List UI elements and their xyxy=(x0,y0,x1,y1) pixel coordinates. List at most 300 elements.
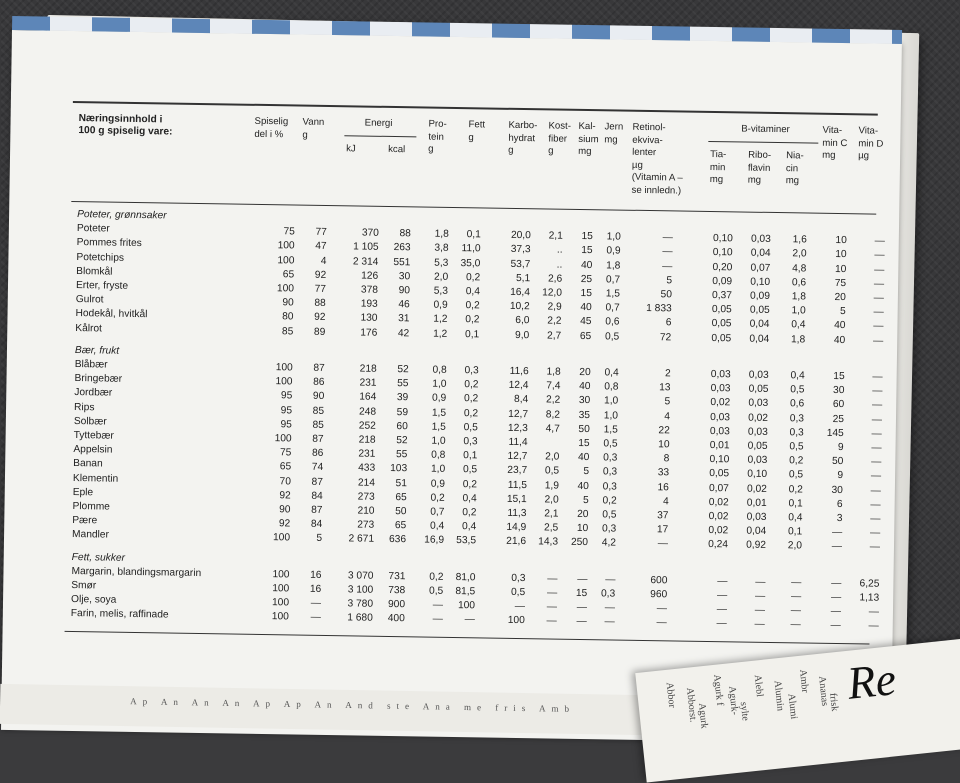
cell-value: 1,6 xyxy=(792,234,807,246)
cell-value: 14,3 xyxy=(538,536,559,549)
cell-value: 89 xyxy=(313,326,326,338)
cell-value: 0,03 xyxy=(746,511,767,523)
cell-value: 0,3 xyxy=(602,466,618,478)
cell-value: 0,09 xyxy=(712,275,733,288)
header-karbohydrat: Karbo- hydrat g xyxy=(508,119,538,156)
cell-value: 81,0 xyxy=(455,571,476,584)
cell-value: 0,1 xyxy=(466,229,481,241)
cell-value: 8 xyxy=(663,453,670,465)
index-word: Abbor xyxy=(663,681,678,709)
cell-value: 400 xyxy=(387,613,405,625)
cell-value: — xyxy=(514,601,526,613)
cell-value: 210 xyxy=(357,505,375,517)
cell-value: 12,7 xyxy=(508,408,529,420)
cell-value: 5,3 xyxy=(434,257,449,269)
cell-value: 12,4 xyxy=(508,380,529,392)
cell-value: 2 671 xyxy=(348,533,375,546)
cell-value: 2,1 xyxy=(544,508,559,520)
cell-value: 50 xyxy=(660,289,673,301)
cell-value: 0,3 xyxy=(463,436,478,448)
food-name: Olje, soya xyxy=(70,594,117,606)
cell-value: — xyxy=(577,573,588,585)
food-name: Pommes frites xyxy=(76,237,142,250)
header-vitc: Vita- min C mg xyxy=(822,124,848,161)
cell-value: 90 xyxy=(282,297,294,309)
food-name: Gulrot xyxy=(75,294,104,306)
cell-value: 10 xyxy=(658,439,670,451)
cell-value: 30 xyxy=(578,395,591,407)
cell-value: 0,02 xyxy=(708,511,729,523)
cell-value: 22 xyxy=(658,425,670,437)
cell-value: 0,07 xyxy=(750,262,771,274)
table-title-line2: 100 g spiselig vare: xyxy=(78,125,173,138)
cell-value: 9,0 xyxy=(515,329,530,341)
cell-value: 12,7 xyxy=(507,451,528,463)
cell-value: 0,5 xyxy=(544,465,560,478)
cell-value: 65 xyxy=(395,491,407,504)
cell-value: 25 xyxy=(580,273,593,285)
cell-value: 2,0 xyxy=(544,494,559,506)
cell-value: 11,5 xyxy=(507,479,527,491)
cell-value: 100 xyxy=(274,433,292,445)
index-word: Agurk f xyxy=(711,673,726,707)
cell-value: — xyxy=(662,260,673,272)
cell-value: 5 xyxy=(583,466,590,478)
cell-value: — xyxy=(830,591,842,604)
cell-value: — xyxy=(873,292,884,304)
food-name: Jordbær xyxy=(74,387,113,400)
cell-value: — xyxy=(432,599,444,612)
cell-value: 15 xyxy=(578,437,590,450)
header-kostfiber: Kost- fiber g xyxy=(548,120,572,157)
cell-value: 0,4 xyxy=(465,286,481,298)
index-word: sylte xyxy=(737,701,751,722)
table-title-line1: Næringsinnhold i xyxy=(78,113,163,126)
cell-value: 65 xyxy=(282,269,295,281)
cell-value: 100 xyxy=(275,376,293,388)
cell-value: — xyxy=(790,605,802,617)
cell-value: 5 xyxy=(666,275,673,287)
cell-value: 0,5 xyxy=(605,330,620,343)
cell-value: — xyxy=(576,616,587,628)
cell-value: 20 xyxy=(834,291,846,304)
food-name: Erter, fryste xyxy=(75,280,129,292)
cell-value: 35,0 xyxy=(460,257,481,269)
cell-value: — xyxy=(656,617,667,629)
cell-value: 0,04 xyxy=(749,333,770,345)
cell-value: 0,05 xyxy=(711,318,732,330)
cell-value: 0,03 xyxy=(710,383,731,395)
cell-value: — xyxy=(546,615,557,628)
cell-value: 0,8 xyxy=(432,364,447,376)
cell-value: 193 xyxy=(360,298,378,310)
cell-value: 100 xyxy=(507,615,525,627)
cell-value: 0,20 xyxy=(712,261,733,273)
cell-value: — xyxy=(755,576,766,588)
cell-value: 15,1 xyxy=(506,493,527,505)
cell-value: 1,5 xyxy=(603,424,618,436)
cell-value: 92 xyxy=(314,269,327,281)
cell-value: 40 xyxy=(577,452,590,464)
cell-value: 10 xyxy=(835,249,847,261)
cell-value: 0,10 xyxy=(712,233,733,245)
cell-value: 50 xyxy=(395,506,407,518)
section-title: Bær, frukt xyxy=(74,344,120,357)
cell-value: 0,2 xyxy=(464,393,479,405)
header-riboflavin: Ribo- flavin mg xyxy=(747,149,772,186)
cell-value: 103 xyxy=(390,463,408,475)
cell-value: 55 xyxy=(397,378,409,390)
cell-value: 1,8 xyxy=(546,366,561,378)
cell-value: 0,05 xyxy=(749,304,770,317)
cell-value: 273 xyxy=(357,491,375,503)
cell-value: 86 xyxy=(313,376,325,389)
cell-value: 90 xyxy=(398,285,411,297)
cell-value: 0,2 xyxy=(465,314,480,326)
cell-value: — xyxy=(830,606,842,618)
cell-value: 95 xyxy=(280,404,293,417)
cell-value: — xyxy=(873,278,885,290)
cell-value: 2,0 xyxy=(792,248,807,260)
cell-value: 218 xyxy=(358,434,376,446)
cell-value: 14,9 xyxy=(506,522,527,534)
cell-value: 15 xyxy=(575,587,588,600)
cell-value: — xyxy=(871,456,882,468)
cell-value: 218 xyxy=(359,363,377,375)
cell-value: 0,37 xyxy=(712,290,732,302)
cell-value: 1,13 xyxy=(859,592,880,604)
cell-value: — xyxy=(310,597,322,610)
cell-value: 0,5 xyxy=(603,438,618,450)
cell-value: 65 xyxy=(394,520,407,532)
cell-value: 0,04 xyxy=(749,319,770,331)
cell-value: 0,03 xyxy=(748,398,769,410)
cell-value: 0,2 xyxy=(465,271,481,284)
cell-value: 21,6 xyxy=(506,536,527,548)
cell-value: 0,5 xyxy=(789,441,804,453)
cell-value: — xyxy=(830,620,841,632)
cell-value: 0,5 xyxy=(462,464,478,476)
next-page-heading: Re xyxy=(844,653,899,709)
cell-value: 0,09 xyxy=(749,290,770,302)
cell-value: 1,0 xyxy=(791,305,806,317)
index-word: Ambr xyxy=(796,668,811,694)
cell-value: 0,03 xyxy=(748,369,769,381)
cell-value: 88 xyxy=(399,228,411,240)
food-name: Banan xyxy=(73,458,103,470)
header-fett: Fett g xyxy=(468,119,486,143)
cell-value: 100 xyxy=(272,583,290,595)
cell-value: 0,03 xyxy=(710,411,731,423)
cell-value: 5 xyxy=(664,396,671,408)
cell-value: 248 xyxy=(358,406,377,418)
cell-value: 5 xyxy=(316,533,323,545)
cell-value: — xyxy=(831,541,843,553)
cell-value: 0,01 xyxy=(746,497,767,509)
cell-value: — xyxy=(754,619,765,631)
cell-value: 87 xyxy=(311,476,324,488)
cell-value: 0,2 xyxy=(462,507,477,519)
cell-value: 46 xyxy=(398,299,410,311)
cell-value: 23,7 xyxy=(507,465,528,477)
cell-value: 1,8 xyxy=(606,259,621,272)
cell-value: — xyxy=(871,414,883,426)
cell-value: 1 833 xyxy=(646,303,672,315)
cell-value: 0,9 xyxy=(432,393,447,405)
cell-value: 12,0 xyxy=(542,287,563,299)
header-protein: Pro- tein g xyxy=(428,118,447,155)
cell-value: 2,2 xyxy=(545,394,561,407)
cell-value: 0,1 xyxy=(463,450,478,462)
cell-value: 0,4 xyxy=(462,492,477,505)
cell-value: 0,05 xyxy=(709,468,730,480)
cell-value: 51 xyxy=(395,477,408,489)
cell-value: — xyxy=(791,577,802,589)
header-kalsium: Kal- sium mg xyxy=(578,120,599,158)
cell-value: 0,4 xyxy=(604,367,619,379)
cell-value: 1,8 xyxy=(791,291,806,303)
cell-value: 551 xyxy=(393,256,411,268)
header-jern: Jern mg xyxy=(604,121,624,146)
cell-value: 3 xyxy=(836,513,843,525)
cell-value: 74 xyxy=(311,462,324,474)
cell-value: 40 xyxy=(834,320,846,332)
cell-value: — xyxy=(716,590,728,602)
cell-value: 100 xyxy=(275,362,293,374)
cell-value: 10 xyxy=(835,235,847,247)
cell-value: 31 xyxy=(398,313,410,325)
cell-value: — xyxy=(546,587,558,599)
cell-value: 17 xyxy=(656,524,669,536)
cell-value: 4 xyxy=(320,255,327,267)
cell-value: 0,7 xyxy=(605,302,620,314)
cell-value: 40 xyxy=(577,480,589,492)
food-name: Kålrot xyxy=(75,322,103,335)
cell-value: 0,03 xyxy=(747,454,768,467)
cell-value: 30 xyxy=(831,484,843,496)
cell-value: 0,02 xyxy=(746,483,767,495)
cell-value: 6,0 xyxy=(515,315,530,327)
cell-value: 2,7 xyxy=(547,330,562,342)
book-page xyxy=(1,30,902,744)
cell-value: 16 xyxy=(310,569,322,581)
cell-value: 6 xyxy=(665,317,672,329)
cell-value: 85 xyxy=(281,325,294,338)
cell-value: — xyxy=(831,577,842,589)
cell-value: 0,5 xyxy=(428,585,444,597)
index-word: Agurk- xyxy=(726,685,741,716)
cell-value: 100 xyxy=(276,283,295,295)
cell-value: — xyxy=(874,249,885,262)
cell-value: 40 xyxy=(580,259,593,271)
cell-value: 90 xyxy=(312,391,325,403)
cell-value: — xyxy=(872,371,883,383)
cell-value: 13 xyxy=(659,382,671,394)
cell-value: 0,9 xyxy=(430,478,446,490)
cell-value: — xyxy=(831,527,843,539)
cell-value: 37 xyxy=(657,510,669,522)
cell-value: 0,3 xyxy=(601,523,617,535)
cell-value: 1,5 xyxy=(605,288,621,300)
cell-value: 9 xyxy=(837,442,844,454)
cell-value: 0,7 xyxy=(605,274,621,286)
cell-value: — xyxy=(874,235,885,247)
header-kj: kJ xyxy=(346,143,356,155)
cell-value: 77 xyxy=(314,283,327,295)
cell-value: 4,2 xyxy=(601,537,617,549)
cell-value: 0,02 xyxy=(710,397,731,409)
cell-value: 88 xyxy=(314,297,326,310)
cell-value: 0,4 xyxy=(791,319,806,331)
cell-value: 0,7 xyxy=(430,506,445,518)
cell-value: 0,1 xyxy=(787,526,803,538)
cell-value: 40 xyxy=(833,334,846,346)
cell-value: 231 xyxy=(358,448,376,460)
cell-value: 1,9 xyxy=(544,480,559,492)
cell-value: 100 xyxy=(271,597,290,609)
cell-value: 0,02 xyxy=(708,496,729,509)
cell-value: 30 xyxy=(398,270,411,283)
cell-value: 600 xyxy=(650,574,668,587)
cell-value: 0,2 xyxy=(788,483,803,496)
cell-value: 1,5 xyxy=(431,407,447,419)
cell-value: 16,4 xyxy=(510,286,531,299)
cell-value: 15 xyxy=(581,231,593,243)
cell-value: 39 xyxy=(396,392,409,404)
cell-value: — xyxy=(871,399,883,412)
cell-value: 1,2 xyxy=(433,314,448,326)
cell-value: 20 xyxy=(577,508,589,521)
cell-value: 130 xyxy=(360,312,378,325)
cell-value: 84 xyxy=(310,518,323,531)
cell-value: 50 xyxy=(831,456,844,468)
cell-value: 4 xyxy=(664,410,671,422)
section-title: Poteter, grønnsaker xyxy=(77,209,167,222)
cell-value: 0,5 xyxy=(602,509,617,521)
cell-value: 6 xyxy=(836,498,843,510)
cell-value: 80 xyxy=(282,311,294,323)
cell-value: 65 xyxy=(579,330,592,342)
cell-value: 0,03 xyxy=(709,425,730,438)
cell-value: 8,2 xyxy=(545,409,561,421)
cell-value: 0,10 xyxy=(750,276,771,288)
index-word: Agurk xyxy=(696,702,710,730)
cell-value: 0,8 xyxy=(431,449,446,462)
facing-page-bottom: Ap An An An Ap Ap An And ste Ana me fris Amb xyxy=(0,684,700,736)
food-name: Plomme xyxy=(72,501,110,513)
cell-value: — xyxy=(873,320,884,333)
cell-value: 636 xyxy=(388,534,407,546)
cell-value: 0,4 xyxy=(429,520,445,533)
cell-value: — xyxy=(656,603,668,615)
cell-value: 1 680 xyxy=(347,612,373,625)
cell-value: 55 xyxy=(395,449,408,461)
cell-value: 145 xyxy=(826,427,844,439)
cell-value: 42 xyxy=(397,327,410,339)
cell-value: 0,4 xyxy=(788,512,803,524)
cell-value: 273 xyxy=(357,519,375,531)
cell-value: 0,05 xyxy=(747,440,768,452)
cell-value: 0,24 xyxy=(708,539,729,551)
cell-value: — xyxy=(871,428,882,440)
cell-value: 16 xyxy=(657,481,669,493)
cell-value: 40 xyxy=(579,381,591,393)
cell-value: 16 xyxy=(309,583,322,595)
cell-value: — xyxy=(604,616,615,628)
cell-value: 1,0 xyxy=(603,409,619,422)
cell-value: — xyxy=(868,606,880,618)
cell-value: 65 xyxy=(279,461,292,473)
cell-value: 0,3 xyxy=(511,572,526,584)
cell-value: — xyxy=(869,527,881,539)
cell-value: 0,1 xyxy=(788,498,803,510)
food-name: Eple xyxy=(72,486,94,499)
cell-value: 0,2 xyxy=(464,379,479,391)
cell-value: 263 xyxy=(393,242,411,254)
cell-value: 900 xyxy=(387,599,406,611)
index-word: Abborst. xyxy=(683,687,699,723)
cell-value: 15 xyxy=(580,287,593,300)
food-name: Blåbær xyxy=(74,359,108,371)
cell-value: 1,0 xyxy=(603,395,619,407)
cell-value: — xyxy=(604,602,616,614)
cell-value: 2,2 xyxy=(547,315,562,328)
cell-value: — xyxy=(605,574,616,586)
cell-value: 0,10 xyxy=(747,468,768,481)
food-name: Appelsin xyxy=(73,444,113,456)
cell-value: — xyxy=(868,620,879,633)
header-vann: Vann g xyxy=(302,116,325,141)
cell-value: — xyxy=(870,485,881,497)
cell-value: 0,3 xyxy=(789,427,804,439)
cell-value: 2,0 xyxy=(433,271,449,283)
cell-value: 1,8 xyxy=(434,228,449,241)
index-word: Alumi xyxy=(785,693,800,720)
food-name: Poteter xyxy=(76,223,110,235)
cell-value: 59 xyxy=(396,406,409,418)
cell-value: 12,3 xyxy=(507,422,528,434)
cell-value: 11,3 xyxy=(507,507,527,520)
cell-value: 75 xyxy=(279,447,292,459)
cell-value: 0,2 xyxy=(429,571,444,583)
cell-value: 252 xyxy=(358,420,376,432)
cell-value: 100 xyxy=(272,532,291,544)
cell-value: 0,4 xyxy=(790,370,805,382)
cell-value: 2,0 xyxy=(545,451,560,463)
cell-value: 77 xyxy=(315,226,327,239)
bvitamin-rule xyxy=(708,141,818,144)
cell-value: — xyxy=(874,264,885,276)
cell-value: 8,4 xyxy=(513,394,529,406)
header-kcal: kcal xyxy=(388,143,406,156)
cell-value: 214 xyxy=(357,477,376,489)
cell-value: 95 xyxy=(280,419,292,431)
food-name: Solbær xyxy=(73,415,107,428)
cell-value: 1,0 xyxy=(432,378,447,391)
cell-value: 60 xyxy=(832,399,845,411)
cell-value: 1 105 xyxy=(353,241,379,254)
cell-value: 35 xyxy=(578,409,591,421)
cell-value: 11,0 xyxy=(461,243,481,255)
cell-value: — xyxy=(547,573,558,585)
cell-value: 52 xyxy=(397,364,409,376)
cell-value: 75 xyxy=(283,226,295,238)
cell-value: 25 xyxy=(832,413,845,425)
cell-value: 0,3 xyxy=(464,365,479,377)
cell-value: 100 xyxy=(272,568,290,581)
cell-value: 0,2 xyxy=(462,478,478,490)
cell-value: 5 xyxy=(582,494,589,506)
